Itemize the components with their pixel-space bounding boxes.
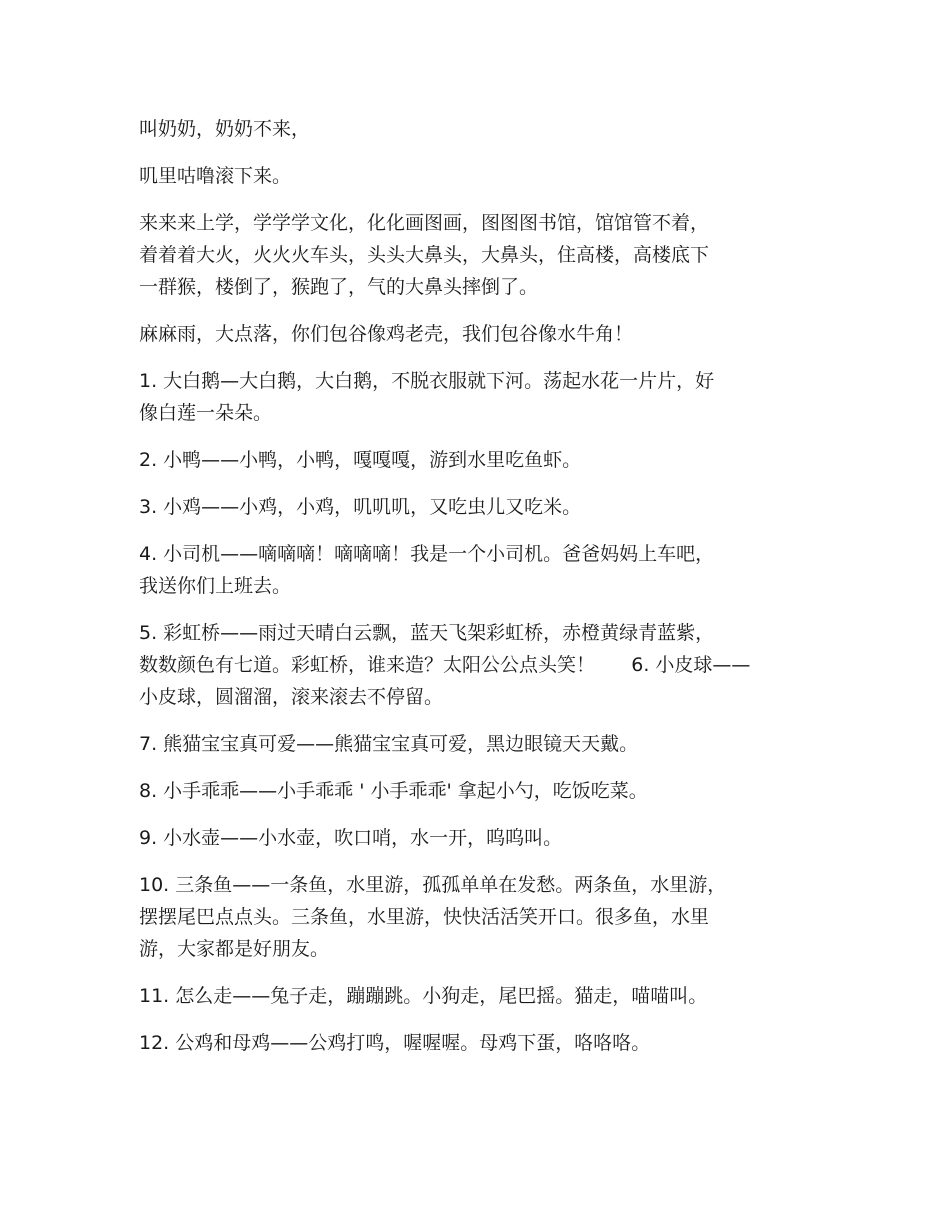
document-body [139, 113, 789, 1074]
paragraph: 叽里咕噜滚下来。 [139, 165, 292, 187]
paragraph: 9. 小水壶——小水壶，吹口哨，水一开，呜呜叫。 [139, 827, 563, 849]
paragraph: 8. 小手乖乖——小手乖乖 ' 小手乖乖' 拿起小勺，吃饭吃菜。 [139, 780, 648, 802]
paragraph: 4. 小司机——嘀嘀嘀！嘀嘀嘀！我是一个小司机。爸爸妈妈上车吧， 我送你们上班去。 [139, 543, 715, 597]
paragraph: 麻麻雨，大点落，你们包谷像鸡老壳，我们包谷像水牛角！ [139, 323, 634, 345]
paragraph: 11. 怎么走——兔子走，蹦蹦跳。小狗走，尾巴摇。猫走，喵喵叫。 [139, 985, 708, 1007]
paragraph: 2. 小鸭——小鸭，小鸭，嘎嘎嘎，游到水里吃鱼虾。 [139, 449, 582, 471]
paragraph: 5. 彩虹桥——雨过天晴白云飘，蓝天飞架彩虹桥，赤橙黄绿青蓝紫， 数数颜色有七道。彩虹桥，谁来造？太阳公公点头笑！ 6. 小皮球—— 小皮球，圆溜溜，滚来滚去不停留。 [139, 622, 751, 708]
paragraph: 来来来上学，学学学文化，化化画图画，图图图书馆，馆馆管不着， 着着着大火，火火火车头，头头大鼻头，大鼻头，住高楼，高楼底下 一群猴，楼倒了，猴跑了，气的大鼻头摔倒了。 [139, 212, 710, 298]
paragraph: 1. 大白鹅—大白鹅，大白鹅，不脱衣服就下河。荡起水花一片片，好 像白莲一朵朵。 [139, 370, 715, 424]
paragraph: 叫奶奶，奶奶不来， [139, 118, 311, 140]
paragraph: 10. 三条鱼——一条鱼，水里游，孤孤单单在发愁。两条鱼，水里游， 摆摆尾巴点点头。三条鱼，水里游，快快活活笑开口。很多鱼，水里 游，大家都是好朋友。 [139, 874, 727, 960]
paragraph: 3. 小鸡——小鸡，小鸡，叽叽叽，又吃虫儿又吃米。 [139, 496, 582, 518]
paragraph: 12. 公鸡和母鸡——公鸡打鸣，喔喔喔。母鸡下蛋，咯咯咯。 [139, 1032, 651, 1054]
paragraph: 7. 熊猫宝宝真可爱——熊猫宝宝真可爱，黑边眼镜天天戴。 [139, 733, 639, 755]
